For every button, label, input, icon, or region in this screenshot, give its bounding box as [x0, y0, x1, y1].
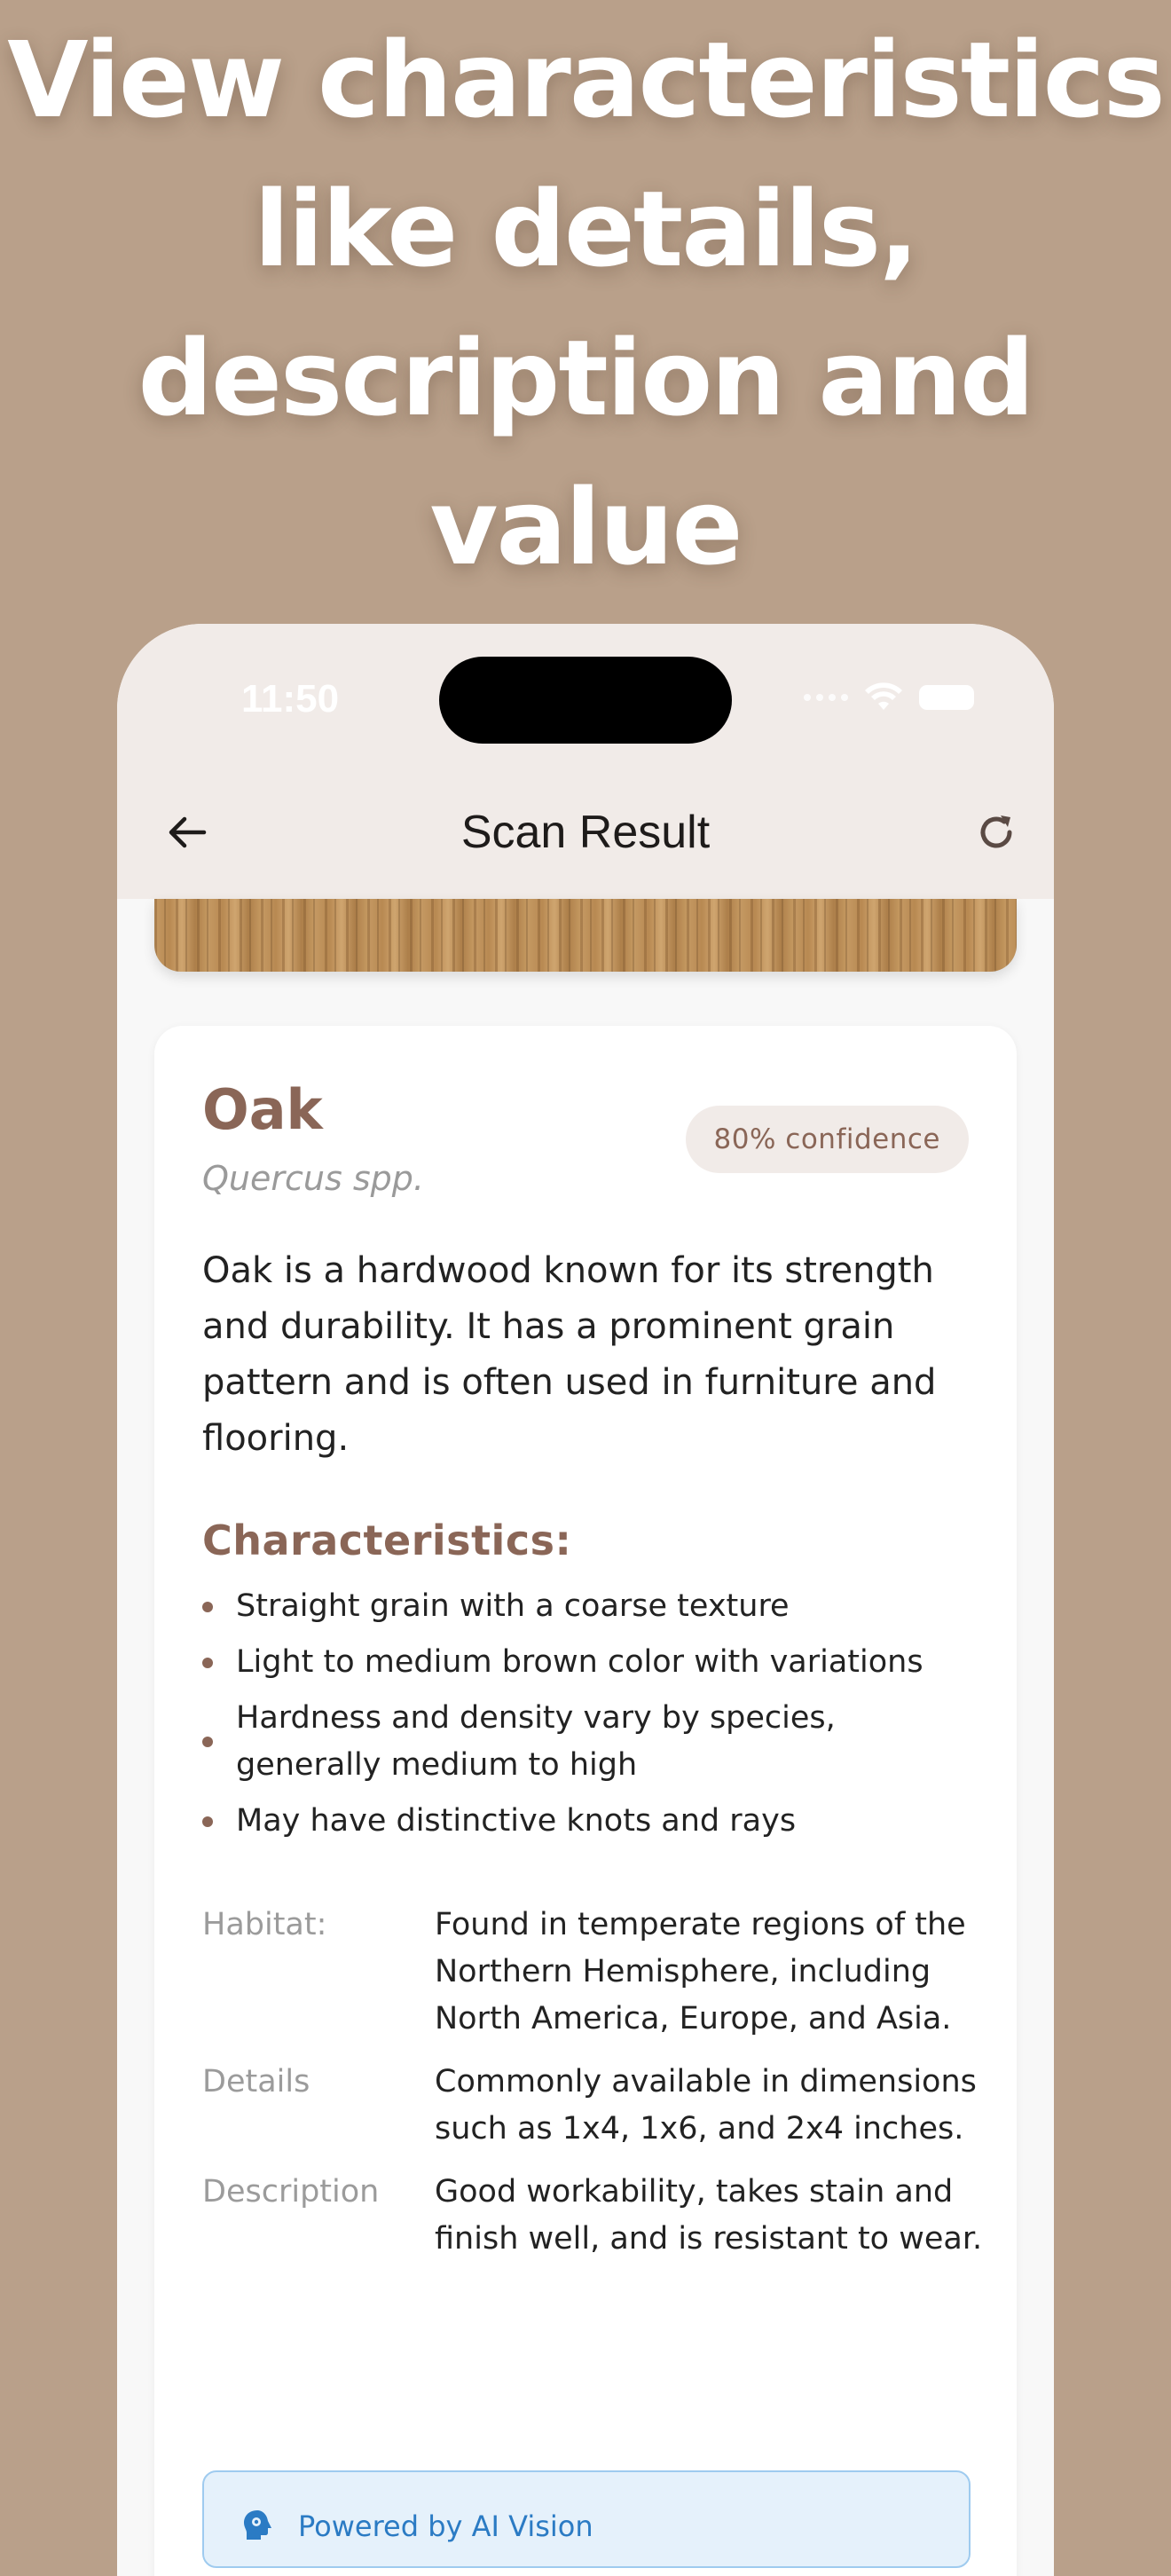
- promo-headline: [0, 0, 1171, 602]
- arrow-left-icon: [165, 810, 209, 855]
- result-card: [154, 1026, 1017, 2576]
- page-title: Scan Result: [460, 807, 711, 858]
- headline-line: View characteristics: [7, 19, 1164, 141]
- battery-icon: [919, 685, 974, 710]
- refresh-icon: [974, 810, 1018, 855]
- characteristics-heading: Characteristics:: [202, 1516, 572, 1564]
- list-item: [202, 1583, 974, 1630]
- scientific-name: Quercus spp.: [202, 1159, 424, 1198]
- info-row-details: [202, 2059, 983, 2153]
- headline-line: like details,: [254, 168, 917, 290]
- info-row-description: [202, 2169, 983, 2263]
- list-item-text: Straight grain with a coarse texture: [236, 1588, 790, 1624]
- status-icons: [804, 682, 974, 713]
- status-time: 11:50: [241, 677, 340, 721]
- phone-frame: [117, 624, 1054, 2576]
- ai-brain-icon: [240, 2508, 275, 2543]
- bullet-icon: [202, 1602, 213, 1612]
- wifi-icon: [864, 682, 903, 713]
- dynamic-island: [439, 657, 732, 744]
- back-button[interactable]: [158, 803, 216, 862]
- wood-name: Oak: [202, 1077, 323, 1142]
- bullet-icon: [202, 1658, 213, 1668]
- app-bar: [117, 766, 1054, 899]
- list-item: [202, 1798, 974, 1845]
- info-label: Description: [202, 2174, 380, 2210]
- refresh-button[interactable]: [967, 803, 1026, 862]
- list-item-text: Hardness and density vary by species, generally medium to high: [236, 1700, 836, 1783]
- headline-line: description and: [138, 317, 1033, 439]
- powered-by-label: Powered by AI Vision: [298, 2509, 593, 2543]
- headline-line: value: [429, 466, 742, 588]
- list-item-text: May have distinctive knots and rays: [236, 1803, 797, 1839]
- info-table: [202, 1902, 983, 2279]
- bullet-icon: [202, 1737, 213, 1747]
- list-item: [202, 1639, 974, 1686]
- info-value: Commonly available in dimensions such as 1x4, 1x6, and 2x4 inches.: [435, 2064, 977, 2147]
- bullet-icon: [202, 1816, 213, 1827]
- info-value: Good workability, takes stain and finish well, and is resistant to wear.: [435, 2174, 983, 2257]
- wood-sample-image: [154, 899, 1017, 972]
- list-item: [202, 1695, 974, 1789]
- signal-icon: [804, 694, 848, 701]
- characteristics-list: [202, 1583, 974, 1854]
- info-value: Found in temperate regions of the Northern Hemisphere, including North America, Europe, and Asia.: [435, 1907, 966, 2036]
- confidence-badge: 80% confidence: [686, 1106, 969, 1173]
- info-label: Habitat:: [202, 1907, 327, 1942]
- status-bar: [117, 624, 1054, 766]
- info-row-habitat: [202, 1902, 983, 2043]
- powered-by-banner: [202, 2470, 971, 2568]
- wood-description: Oak is a hardwood known for its strength and durability. It has a prominent grain pattern and is often used in furniture and flooring.: [202, 1250, 937, 1459]
- info-label: Details: [202, 2064, 310, 2099]
- list-item-text: Light to medium brown color with variations: [236, 1644, 923, 1680]
